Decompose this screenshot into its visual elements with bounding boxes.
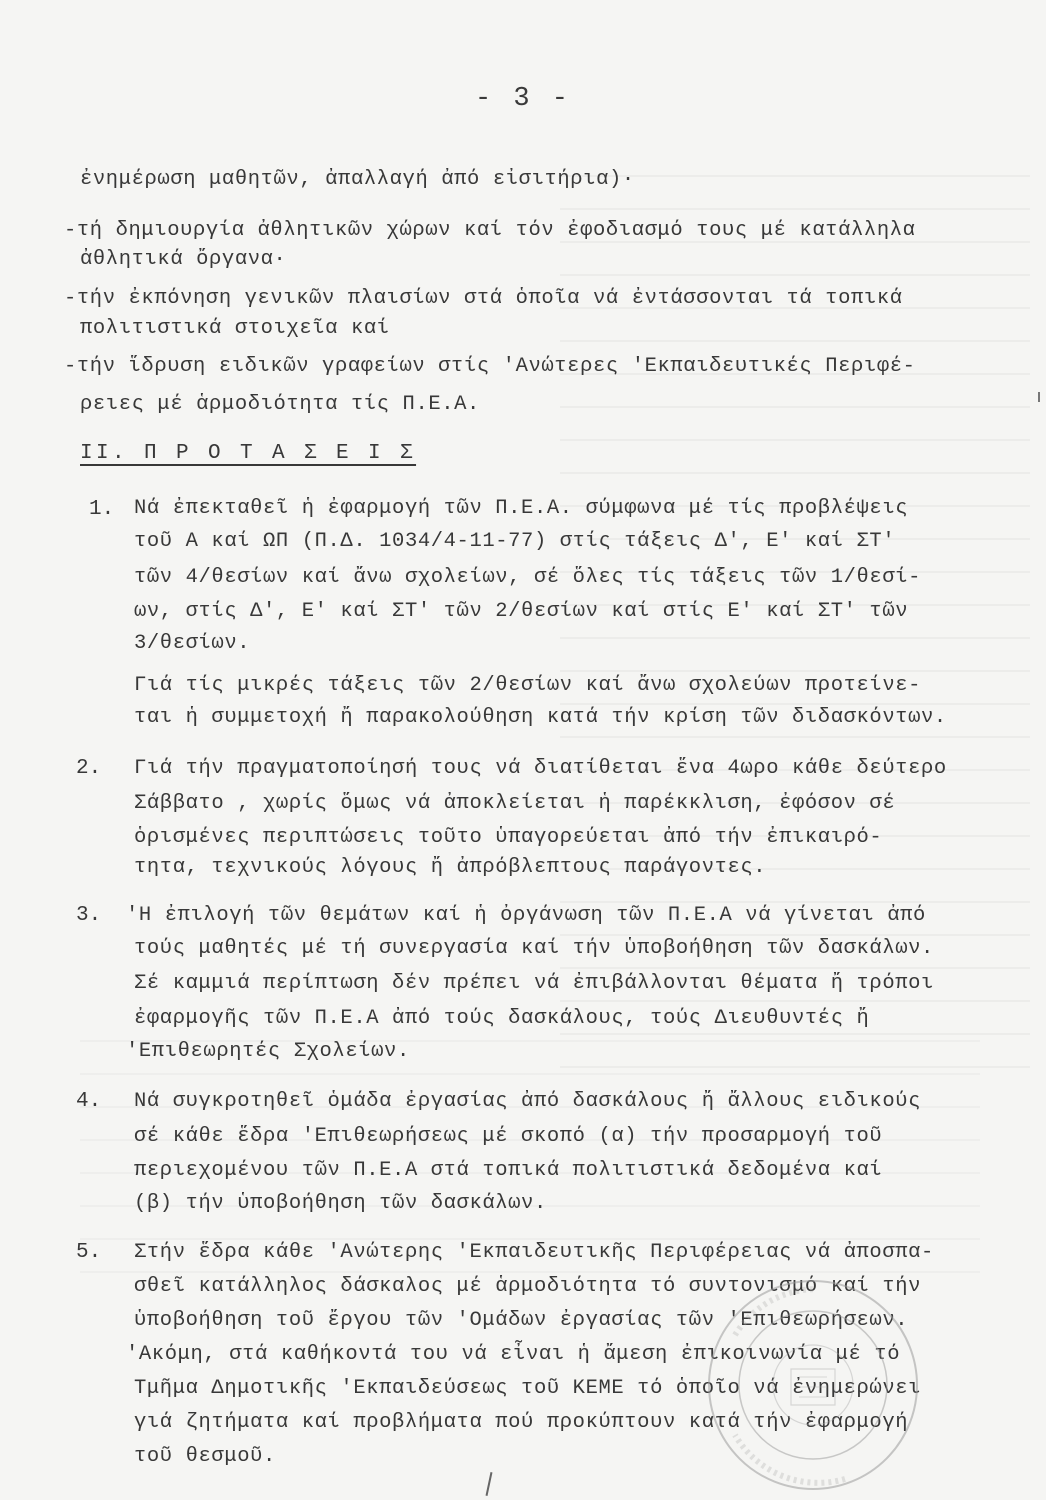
proposal-line: 'Ακόμη, στά καθήκοντά του νά εἶναι ἡ ἄμεση ἐπικοινωνία μέ τό bbox=[126, 1343, 901, 1366]
proposal-line: τοῦ θεσμοῦ. bbox=[134, 1445, 276, 1468]
intro-line: ἐνημέρωση μαθητῶν, ἀπαλλαγή ἀπό εἰσιτήρια)· bbox=[80, 168, 635, 191]
proposal-line: σέ κάθε ἕδρα 'Επιθεωρήσεως μέ σκοπό (α) τήν προσαρμογή τοῦ bbox=[134, 1125, 883, 1148]
intro-line: -τή δημιουργία ἀθλητικῶν χώρων καί τόν ἐφοδιασμό τους μέ κατάλληλα bbox=[64, 219, 916, 242]
proposal-line: 'Η ἐπιλογή τῶν θεμάτων καί ἡ ὀργάνωση τῶν Π.Ε.Α νά γίνεται ἀπό bbox=[126, 904, 926, 927]
proposal-line: ων, στίς Δ', Ε' καί ΣΤ' τῶν 2/θεσίων καί στίς Ε' καί ΣΤ' τῶν bbox=[134, 600, 909, 623]
proposal-line: τῶν 4/θεσίων καί ἄνω σχολείων, σέ ὅλες τίς τάξεις τῶν 1/θεσί- bbox=[134, 566, 922, 589]
proposal-line: ἐφαρμογῆς τῶν Π.Ε.Α ἀπό τούς δασκάλους, τούς Διευθυντές ἤ bbox=[134, 1007, 870, 1030]
proposal-line: γιά ζητήματα καί προβλήματα πού προκύπτουν κατά τήν ἐφαρμογή bbox=[134, 1411, 909, 1434]
pen-mark bbox=[486, 1472, 493, 1496]
intro-line: ρειες μέ ἁρμοδιότητα τίς Π.Ε.Α. bbox=[80, 393, 480, 416]
proposal-line: ται ἡ συμμετοχή ἤ παρακολούθηση κατά τήν κρίση τῶν διδασκόντων. bbox=[134, 706, 947, 729]
proposal-line: ὁρισμένες περιπτώσεις τοῦτο ὑπαγορεύεται ἀπό τήν ἐπικαιρό- bbox=[134, 826, 883, 849]
official-stamp bbox=[695, 1265, 935, 1500]
intro-line: πολιτιστικά στοιχεῖα καί bbox=[80, 317, 390, 340]
proposal-line: τητα, τεχνικούς λόγους ἤ ἀπρόβλεπτους παράγοντες. bbox=[134, 856, 767, 879]
proposal-number: 4. bbox=[76, 1090, 102, 1113]
proposal-line: σθεῖ κατάλληλος δάσκαλος μέ ἁρμοδιότητα τό συντονισμό καί τήν bbox=[134, 1275, 922, 1298]
proposal-line: Νά συγκροτηθεῖ ὁμάδα ἐργασίας ἀπό δασκάλους ἤ ἄλλους ειδικούς bbox=[134, 1090, 922, 1113]
proposal-number: 5. bbox=[76, 1241, 102, 1264]
proposal-number: 3. bbox=[76, 904, 102, 927]
proposal-number: 2. bbox=[76, 757, 102, 780]
proposal-line: περιεχομένου τῶν Π.Ε.Α στά τοπικά πολιτιστικά δεδομένα καί bbox=[134, 1159, 883, 1182]
intro-line: -τήν ἐκπόνηση γενικῶν πλαισίων στά ὁποῖα νά ἐντάσσονται τά τοπικά bbox=[64, 287, 903, 310]
proposal-line: Στήν ἕδρα κάθε 'Ανώτερης 'Εκπαιδευτικῆς Περιφέρειας νά ἀποσπα- bbox=[134, 1241, 934, 1264]
margin-mark bbox=[1038, 392, 1040, 402]
proposal-line: τούς μαθητές μέ τή συνεργασία καί τήν ὑποβοήθηση τῶν δασκάλων. bbox=[134, 937, 934, 960]
proposal-line: Τμῆμα Δημοτικῆς 'Εκπαιδεύσεως τοῦ ΚΕΜΕ τό ὁποῖο νά ἐνημερώνει bbox=[134, 1377, 922, 1400]
proposal-line: τοῦ Α καί ΩΠ (Π.Δ. 1034/4-11-77) στίς τάξεις Δ', Ε' καί ΣΤ' bbox=[134, 530, 896, 553]
proposal-line: Νά ἐπεκταθεῖ ἡ ἐφαρμογή τῶν Π.Ε.Α. σύμφωνα μέ τίς προβλέψεις bbox=[134, 497, 909, 520]
proposal-line: Σάββατο , χωρίς ὅμως νά ἀποκλείεται ἡ παρέκκλιση, ἐφόσον σέ bbox=[134, 792, 896, 815]
intro-line: -τήν ἵδρυση ειδικῶν γραφείων στίς 'Ανώτερες 'Εκπαιδευτικές Περιφέ- bbox=[64, 355, 916, 378]
section-heading: ΙΙ. Π Ρ Ο Τ Α Σ Ε Ι Σ bbox=[80, 442, 417, 465]
proposal-number: 1. bbox=[89, 498, 115, 521]
proposal-line: 'Επιθεωρητές Σχολείων. bbox=[126, 1040, 410, 1063]
intro-line: ἀθλητικά ὄργανα· bbox=[80, 248, 287, 271]
proposal-line: ὑποβοήθηση τοῦ ἔργου τῶν 'Ομάδων ἐργασίας τῶν 'Επιθεωρήσεων. bbox=[134, 1309, 909, 1332]
proposal-line: Γιά τίς μικρές τάξεις τῶν 2/θεσίων καί ἄνω σχολεύων προτείνε- bbox=[134, 674, 922, 697]
proposal-line: Σέ καμμιά περίπτωση δέν πρέπει νά ἐπιβάλλονται θέματα ἤ τρόποι bbox=[134, 972, 934, 995]
page-number: - 3 - bbox=[474, 84, 571, 114]
proposal-line: 3/θεσίων. bbox=[134, 632, 251, 655]
proposal-line: Γιά τήν πραγματοποίησή τους νά διατίθεται ἕνα 4ωρο κάθε δεύτερο bbox=[134, 757, 947, 780]
proposal-line: (β) τήν ὑποβοήθηση τῶν δασκάλων. bbox=[134, 1192, 547, 1215]
